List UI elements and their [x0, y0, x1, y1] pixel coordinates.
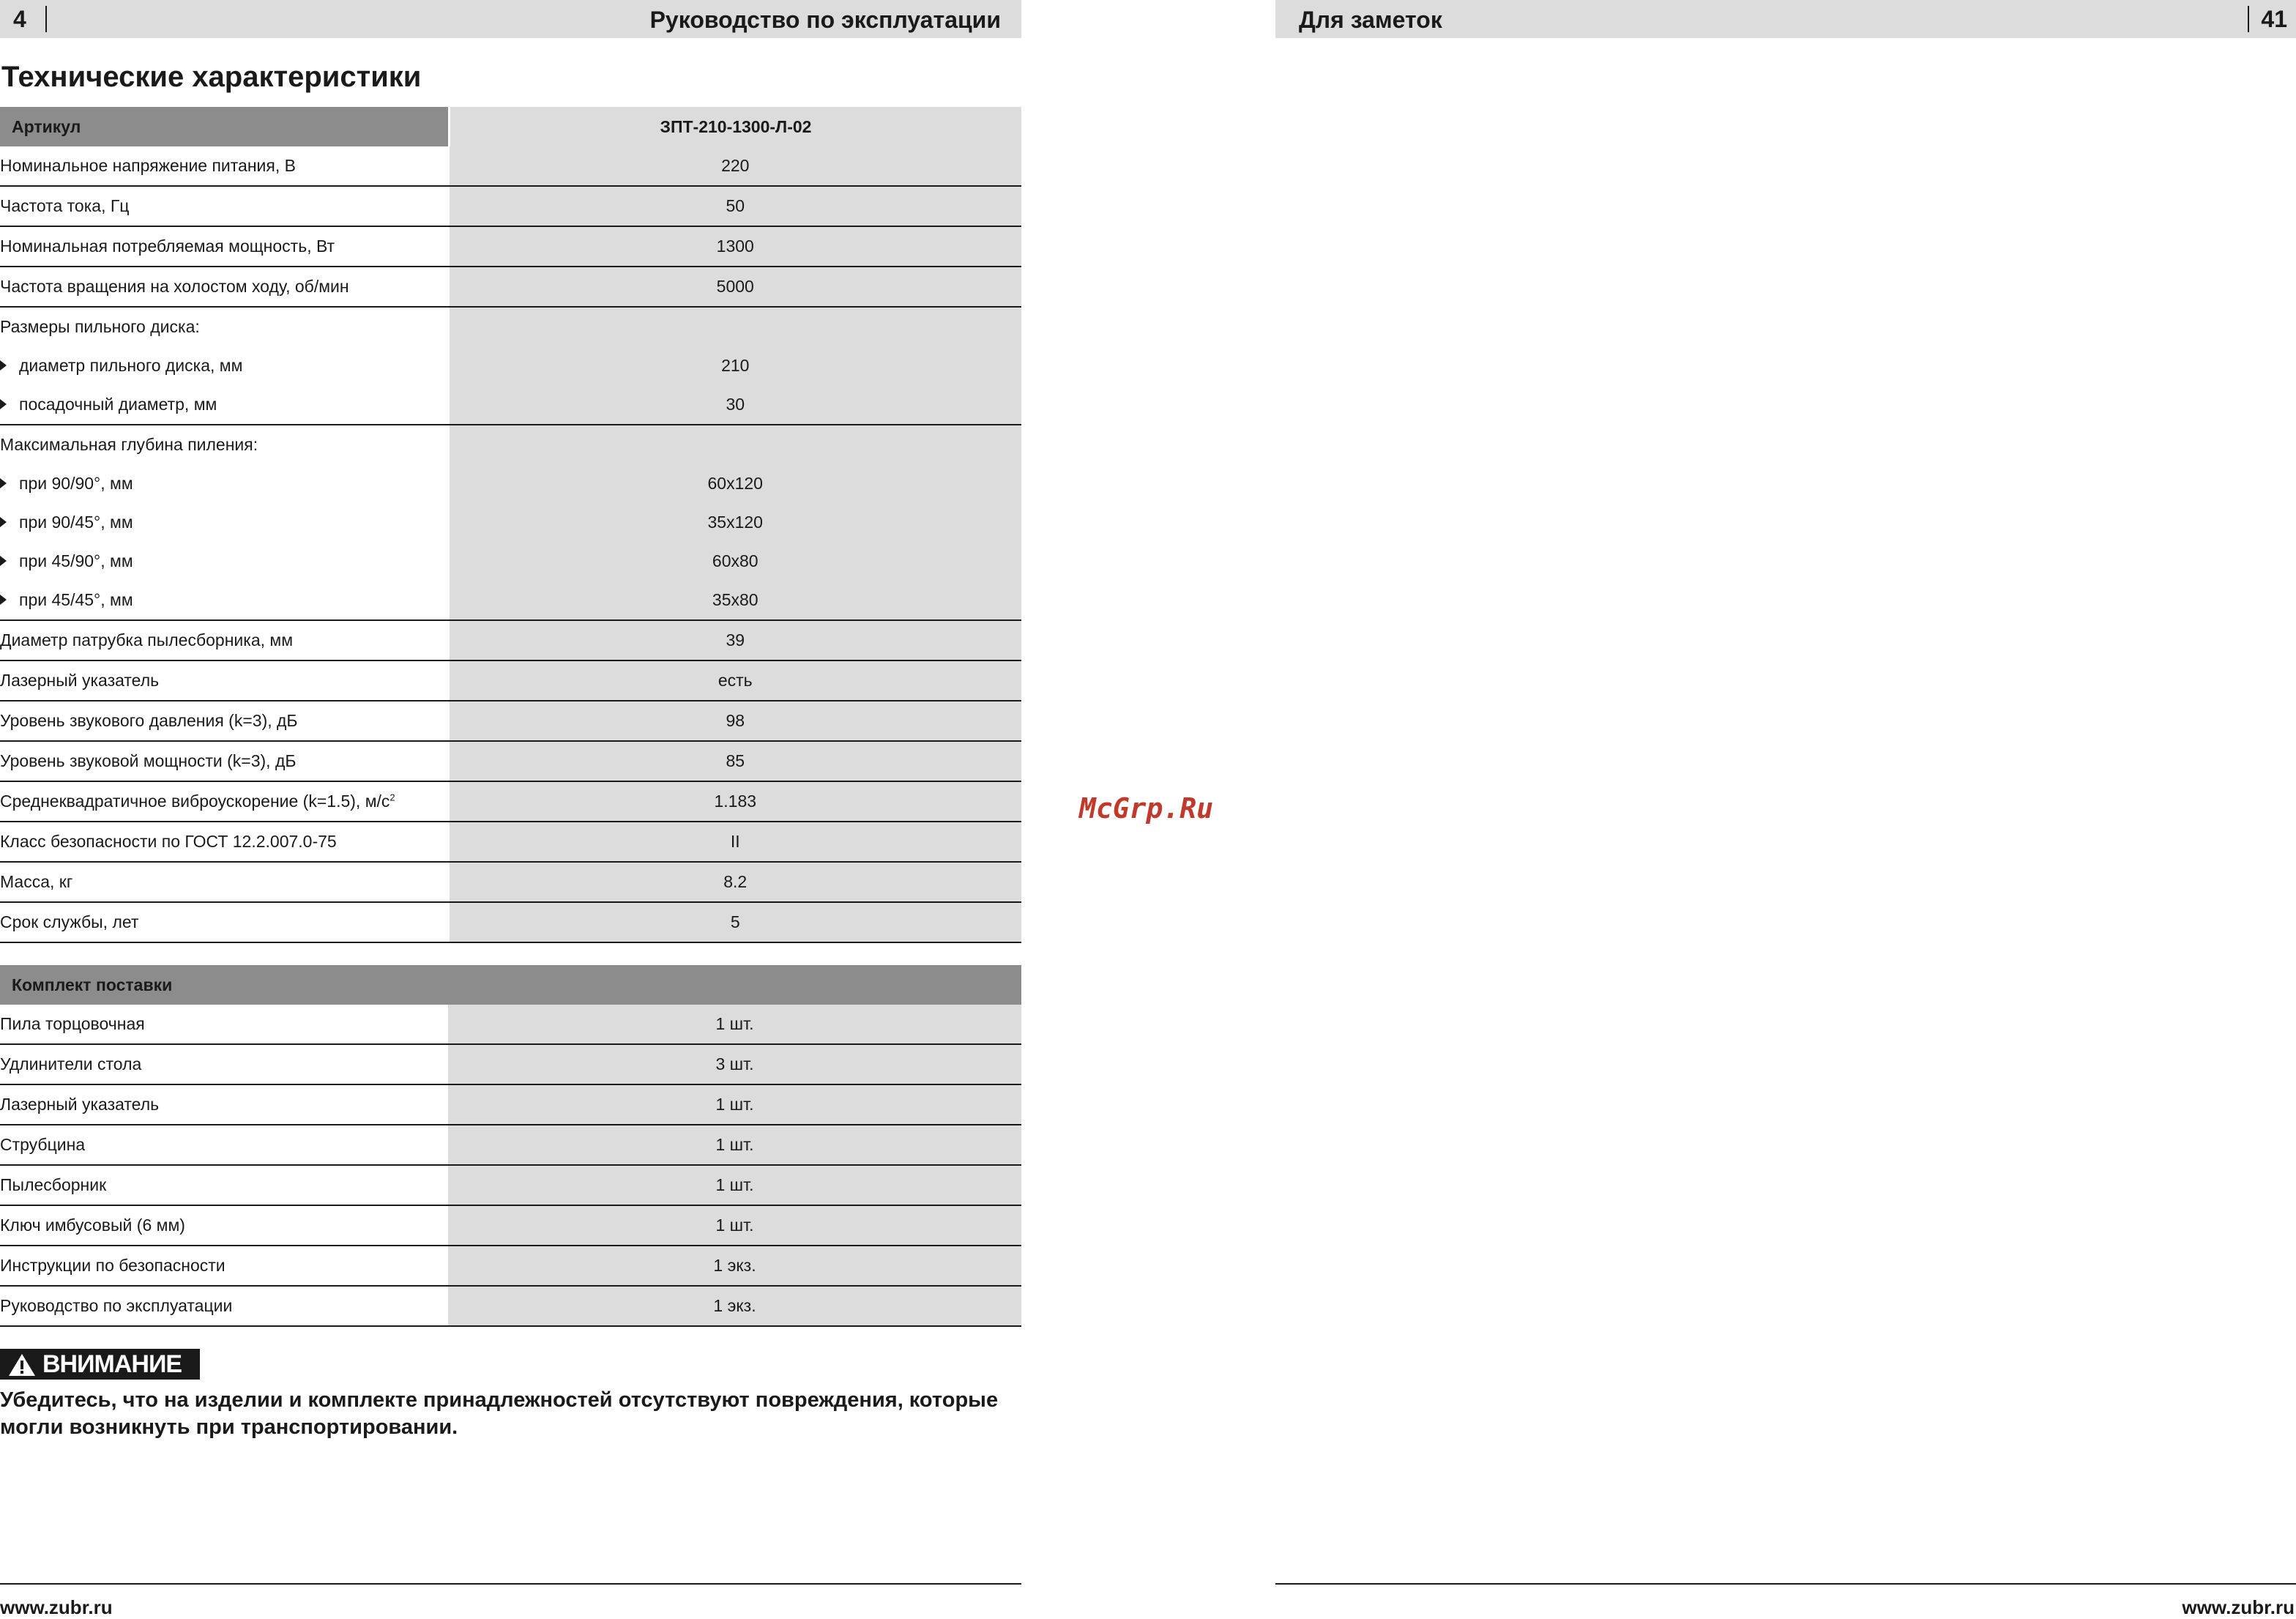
header-title: Для заметок	[1299, 7, 1442, 33]
sub-row-label-cell	[0, 503, 450, 542]
page-number: 4	[13, 6, 26, 32]
row-value: 8.2	[450, 862, 1022, 902]
sub-row-label: при 90/45°, мм	[19, 513, 133, 532]
kit-table	[0, 965, 1021, 1327]
sub-row	[0, 503, 1021, 542]
kit-header-label: Комплект поставки	[0, 965, 448, 1005]
row-value: 39	[450, 620, 1022, 660]
left-page	[0, 0, 1021, 1618]
page-number: 41	[2261, 6, 2287, 32]
kit-table-header	[0, 965, 1021, 1005]
right-page	[1275, 0, 2296, 1618]
row-value: есть	[450, 660, 1022, 701]
warning-text: Убедитесь, что на изделии и комплекте принадлежностей отсутствуют повреждения, которые могли возникнуть при транспортировании.	[0, 1388, 999, 1439]
table-row	[0, 1165, 1021, 1205]
row-label: Ключ имбусовый (6 мм)	[0, 1205, 448, 1246]
row-label: Номинальное напряжение питания, В	[0, 146, 450, 186]
row-label: Удлинители стола	[0, 1044, 448, 1084]
table-row	[0, 1044, 1021, 1084]
row-label: Уровень звуковой мощности (k=3), дБ	[0, 741, 450, 781]
group-header-row	[0, 425, 1021, 464]
sub-row-label: при 45/45°, мм	[19, 590, 133, 609]
row-label: Диаметр патрубка пылесборника, мм	[0, 620, 450, 660]
row-value: 1 шт.	[448, 1005, 1021, 1044]
table-row	[0, 1205, 1021, 1246]
table-row	[0, 660, 1021, 701]
row-label: Среднеквадратичное виброускорение (k=1.5), м/с	[0, 792, 390, 811]
table-row	[0, 701, 1021, 741]
sub-row-value: 210	[450, 346, 1022, 385]
group-value-empty	[450, 307, 1022, 346]
header-separator	[45, 6, 47, 32]
row-value: 1300	[450, 226, 1022, 267]
row-value: 85	[450, 741, 1022, 781]
table-row	[0, 781, 1021, 822]
group-label: Размеры пильного диска:	[0, 317, 200, 336]
header-title: Руководство по эксплуатации	[649, 7, 1001, 33]
sub-row	[0, 346, 1021, 385]
table-row	[0, 822, 1021, 862]
table-row	[0, 267, 1021, 307]
table-row	[0, 186, 1021, 226]
sub-row-label-cell	[0, 581, 450, 620]
table-row	[0, 1286, 1021, 1326]
row-value: 1 шт.	[448, 1205, 1021, 1246]
sub-row-label: при 90/90°, мм	[19, 474, 133, 493]
sub-row-label-cell	[0, 542, 450, 581]
sub-row	[0, 385, 1021, 425]
table-row	[0, 902, 1021, 942]
row-value: 3 шт.	[448, 1044, 1021, 1084]
footer-url: www.zubr.ru	[2182, 1596, 2295, 1618]
spec-table	[0, 107, 1021, 943]
unit-superscript: 2	[390, 792, 395, 803]
sub-row-label: при 45/90°, мм	[19, 551, 133, 570]
row-value: 1 экз.	[448, 1246, 1021, 1286]
table-row	[0, 862, 1021, 902]
row-value: 5000	[450, 267, 1022, 307]
group-label: Максимальная глубина пиления:	[0, 435, 258, 454]
row-label: Лазерный указатель	[0, 660, 450, 701]
sub-row-value: 30	[450, 385, 1022, 425]
right-header-bar	[1275, 0, 2296, 38]
table-row	[0, 1246, 1021, 1286]
row-value: 1 экз.	[448, 1286, 1021, 1326]
sub-row-value: 35х80	[450, 581, 1022, 620]
left-header-bar	[0, 0, 1021, 38]
row-label: Уровень звукового давления (k=3), дБ	[0, 701, 450, 741]
row-label: Срок службы, лет	[0, 902, 450, 942]
header-article-value: ЗПТ-210-1300-Л-02	[450, 107, 1022, 146]
group-header-row	[0, 307, 1021, 346]
row-label: Руководство по эксплуатации	[0, 1286, 448, 1326]
header-article-label: Артикул	[0, 107, 450, 146]
header-separator	[2248, 6, 2249, 32]
row-value: 1 шт.	[448, 1125, 1021, 1165]
sub-row-label: диаметр пильного диска, мм	[19, 356, 243, 375]
sub-row-value: 60х120	[450, 464, 1022, 503]
sub-row-label: посадочный диаметр, мм	[19, 395, 217, 414]
watermark: McGrp.Ru	[1079, 792, 1214, 825]
bullet-arrow-icon	[0, 399, 7, 409]
row-value: 5	[450, 902, 1022, 942]
spec-table-header	[0, 107, 1021, 146]
table-row	[0, 146, 1021, 186]
row-label-cell	[0, 781, 450, 822]
row-label: Инструкции по безопасности	[0, 1246, 448, 1286]
row-label: Частота вращения на холостом ходу, об/мин	[0, 267, 450, 307]
bullet-arrow-icon	[0, 478, 7, 488]
row-label: Номинальная потребляемая мощность, Вт	[0, 226, 450, 267]
sub-row	[0, 464, 1021, 503]
footer-line	[1275, 1583, 2296, 1585]
row-label: Пила торцовочная	[0, 1005, 448, 1044]
table-row	[0, 1125, 1021, 1165]
row-label: Частота тока, Гц	[0, 186, 450, 226]
table-row	[0, 741, 1021, 781]
table-row	[0, 1005, 1021, 1044]
row-value: II	[450, 822, 1022, 862]
bullet-arrow-icon	[0, 517, 7, 527]
kit-header-empty	[448, 965, 1021, 1005]
row-value: 98	[450, 701, 1022, 741]
sub-row-label-cell	[0, 385, 450, 425]
sub-row-value: 35х120	[450, 503, 1022, 542]
group-value-empty	[450, 425, 1022, 464]
row-label: Масса, кг	[0, 862, 450, 902]
table-row	[0, 620, 1021, 660]
sub-row-value: 60х80	[450, 542, 1022, 581]
row-value: 1 шт.	[448, 1165, 1021, 1205]
bullet-arrow-icon	[0, 556, 7, 566]
sub-row-label-cell	[0, 346, 450, 385]
bullet-arrow-icon	[0, 595, 7, 605]
row-label: Пылесборник	[0, 1165, 448, 1205]
footer-url: www.zubr.ru	[0, 1596, 113, 1618]
footer-line	[0, 1583, 1021, 1585]
row-value: 1 шт.	[448, 1084, 1021, 1125]
table-row	[0, 226, 1021, 267]
row-label: Класс безопасности по ГОСТ 12.2.007.0-75	[0, 822, 450, 862]
bullet-arrow-icon	[0, 360, 7, 371]
row-value: 220	[450, 146, 1022, 186]
table-row	[0, 1084, 1021, 1125]
sub-row	[0, 542, 1021, 581]
warning-triangle-icon	[7, 1352, 37, 1377]
warning-label: ВНИМАНИЕ	[42, 1350, 182, 1378]
row-label: Лазерный указатель	[0, 1084, 448, 1125]
row-value: 50	[450, 186, 1022, 226]
row-value: 1.183	[450, 781, 1022, 822]
sub-row-label-cell	[0, 464, 450, 503]
section-title: Технические характеристики	[1, 61, 422, 93]
sub-row	[0, 581, 1021, 620]
row-label: Струбцина	[0, 1125, 448, 1165]
warning-badge	[0, 1349, 200, 1380]
